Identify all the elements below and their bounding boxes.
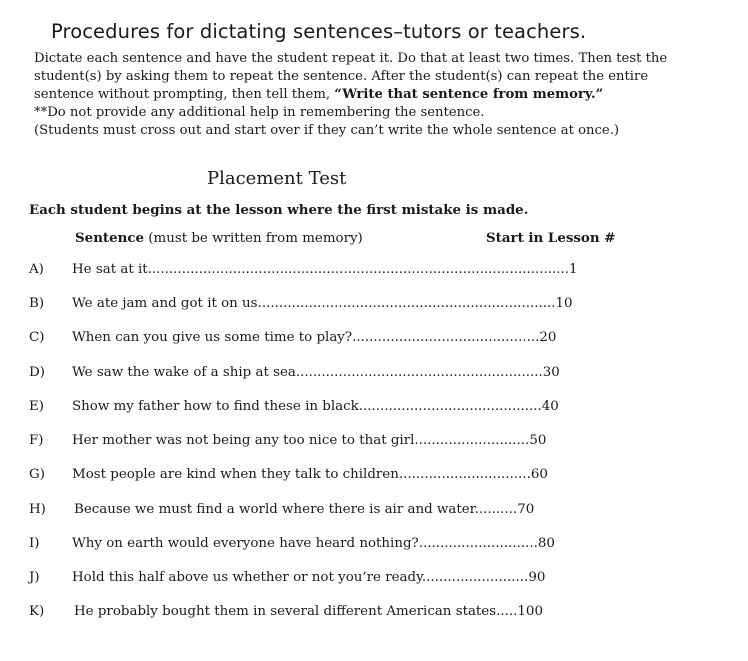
sentence-header-label: Sentence [75, 230, 145, 246]
sentence-text: Her mother was not being any too nice to that girl [72, 433, 415, 448]
start-lesson-number: 100 [517, 604, 543, 619]
start-lesson-number: 90 [528, 570, 546, 585]
sentence-header-qualifier: (must be written from memory) [144, 231, 363, 246]
sentence-row [0, 536, 748, 556]
sentence-row [0, 433, 748, 453]
sentence-row [0, 399, 748, 419]
sentence-row [0, 296, 748, 316]
dot-leader: ............................... [398, 467, 531, 482]
sentence-row [0, 262, 748, 282]
dot-leader: ......................... [421, 570, 529, 585]
sentence-letter: K) [29, 604, 45, 619]
dot-leader: .......... [474, 502, 518, 517]
sentence-line [72, 296, 573, 311]
sentence-letter: D) [29, 365, 45, 380]
sentence-row [0, 467, 748, 487]
instruction-line: student(s) by asking them to repeat the sentence. After the student(s) can repeat the entire [34, 69, 649, 84]
sentence-letter: H) [29, 502, 46, 517]
sentence-text: We saw the wake of a ship at sea [72, 365, 296, 380]
sentence-text: Hold this half above us whether or not you’re ready [72, 570, 422, 585]
sentence-line [72, 330, 556, 345]
sentence-row [0, 604, 748, 624]
sentence-letter: G) [29, 467, 45, 482]
start-lesson-number: 50 [529, 433, 547, 448]
sentence-text: Most people are kind when they talk to children [72, 467, 399, 482]
start-lesson-number: 20 [539, 330, 557, 345]
start-lesson-number: 60 [530, 467, 548, 482]
start-lesson-number: 70 [517, 502, 535, 517]
sentence-line [72, 433, 546, 448]
dictation-instructions [34, 50, 667, 140]
dot-leader: ............................ [418, 536, 538, 551]
sentence-letter: J) [29, 570, 40, 585]
sentence-line [72, 365, 560, 380]
sentence-row [0, 570, 748, 590]
dot-leader: ............................................ [352, 330, 540, 345]
sentence-line [72, 570, 545, 585]
instruction-emphasis: “Write that sentence from memory.” [334, 87, 604, 102]
sentence-letter: C) [29, 330, 45, 345]
dot-leader: ...................................................................... [257, 296, 556, 311]
start-lesson-number: 80 [537, 536, 555, 551]
sentence-text: When can you give us some time to play? [72, 330, 353, 345]
sentence-row [0, 502, 748, 522]
sentence-text: He sat at it [72, 262, 148, 277]
sentence-letter: B) [29, 296, 45, 311]
sentence-text: Because we must find a world where there is air and water [74, 502, 475, 517]
instruction-line [34, 86, 667, 104]
sentence-text: He probably bought them in several different American states [74, 604, 497, 619]
sentence-line [72, 262, 578, 277]
instruction-text: sentence without prompting, then tell them, [34, 87, 335, 102]
sentence-line [72, 399, 559, 414]
start-lesson-number: 40 [541, 399, 559, 414]
instruction-note: (Students must cross out and start over if they can’t write the whole sentence at once.) [34, 123, 620, 138]
page-title: Procedures for dictating sentences–tutors or teachers. [51, 20, 587, 43]
dot-leader: ........................................... [358, 399, 542, 414]
sentence-text: We ate jam and got it on us [72, 296, 258, 311]
sentence-text: Show my father how to find these in black [72, 399, 359, 414]
sentence-line [72, 467, 548, 482]
sentence-letter: F) [29, 433, 44, 448]
dot-leader: .......................................................... [295, 365, 543, 380]
sentence-line [74, 604, 543, 619]
placement-test-title: Placement Test [207, 168, 347, 189]
lesson-column-header: Start in Lesson # [486, 230, 616, 246]
sentence-letter: E) [29, 399, 44, 414]
sentence-line [72, 536, 555, 551]
sentence-text: Why on earth would everyone have heard nothing? [72, 536, 419, 551]
start-lesson-number: 30 [542, 365, 560, 380]
sentence-column-header [75, 230, 363, 246]
instruction-line: Dictate each sentence and have the student repeat it. Do that at least two times. Then test the [34, 51, 668, 66]
dot-leader: ................................................................................................... [147, 262, 570, 277]
start-lesson-number: 1 [569, 262, 578, 277]
sentence-line [74, 502, 534, 517]
start-lesson-number: 10 [555, 296, 573, 311]
dot-leader: ........................... [414, 433, 530, 448]
sentence-row [0, 365, 748, 385]
placement-note: Each student begins at the lesson where the first mistake is made. [29, 202, 529, 218]
dot-leader: ..... [496, 604, 518, 619]
sentence-letter: A) [29, 262, 44, 277]
sentence-row [0, 330, 748, 350]
sentence-letter: I) [29, 536, 40, 551]
instruction-note: **Do not provide any additional help in remembering the sentence. [34, 105, 485, 120]
